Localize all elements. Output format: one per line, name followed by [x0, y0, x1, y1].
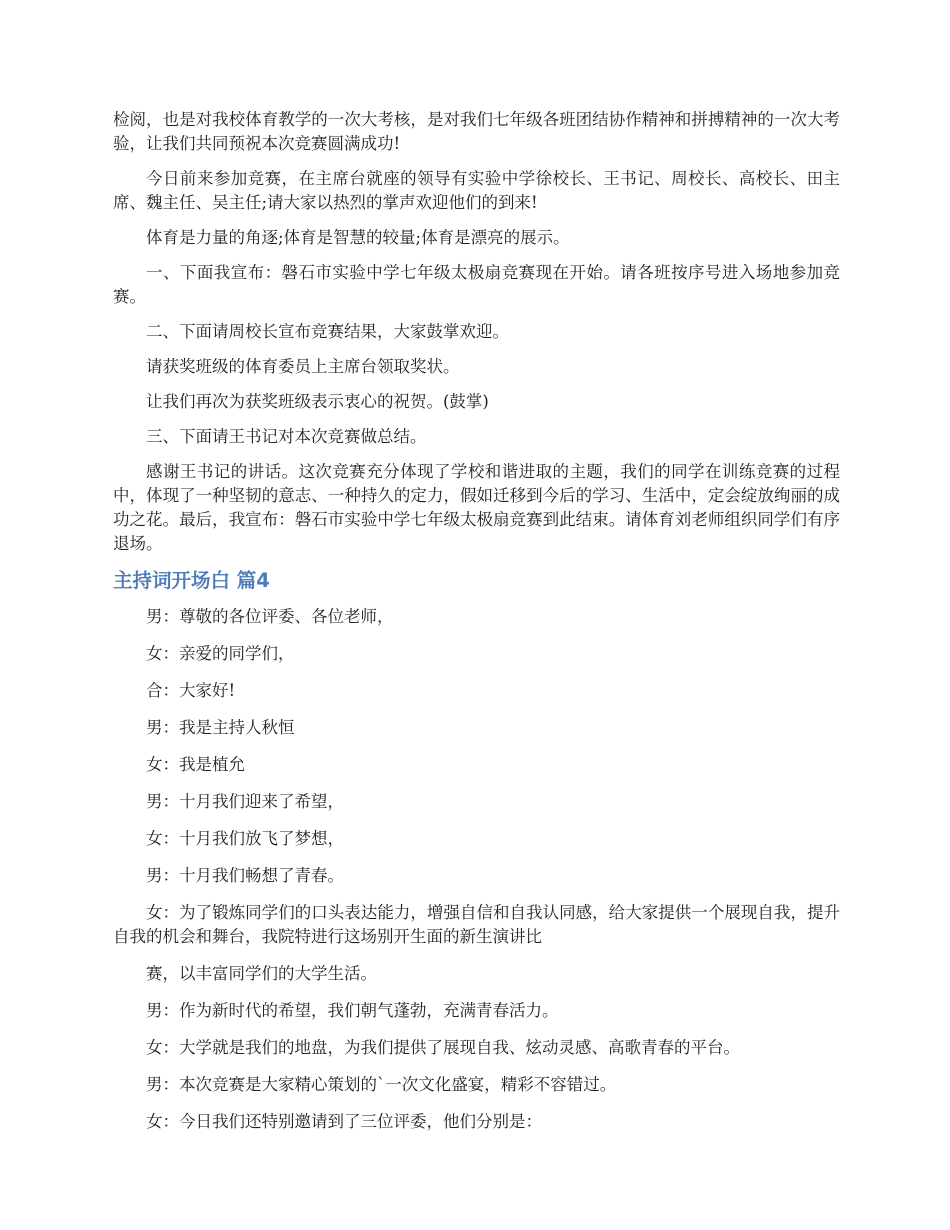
document-body: [113, 108, 840, 1147]
paragraph: 让我们再次为获奖班级表示衷心的祝贺。(鼓掌): [146, 392, 489, 411]
paragraph: 体育是力量的角逐;体育是智慧的较量;体育是漂亮的展示。: [146, 228, 570, 247]
paragraph: 今日前来参加竞赛，在主席台就座的领导有实验中学徐校长、王书记、周校长、高校长、田主席、魏主任、吴主任;请大家以热烈的掌声欢迎他们的到来!: [113, 169, 840, 212]
dialogue-line: 男：十月我们畅想了青春。: [146, 866, 344, 885]
paragraph: 检阅，也是对我校体育教学的一次大考核，是对我们七年级各班团结协作精神和拼搏精神的一次大考验，让我们共同预祝本次竞赛圆满成功!: [113, 110, 840, 153]
dialogue-line: 男：作为新时代的希望，我们朝气蓬勃，充满青春活力。: [146, 1001, 559, 1020]
dialogue-line: 男：尊敬的各位评委、各位老师，: [146, 607, 394, 626]
dialogue-line: 男：我是主持人秋恒: [146, 718, 295, 737]
section-heading: 主持词开场白 篇4: [113, 569, 270, 592]
dialogue-line: 女：为了锻炼同学们的口头表达能力，增强自信和自我认同感，给大家提供一个展现自我，提升自我的机会和舞台，我院特进行这场别开生面的新生演讲比: [113, 903, 840, 946]
paragraph: 三、下面请王书记对本次竞赛做总结。: [146, 427, 427, 446]
dialogue-line: 女：今日我们还特别邀请到了三位评委，他们分别是：: [146, 1112, 542, 1131]
dialogue-line: 女：我是植允: [146, 755, 245, 774]
paragraph: 一、下面我宣布：磐石市实验中学七年级太极扇竞赛现在开始。请各班按序号进入场地参加竞赛。: [113, 263, 840, 306]
dialogue-line: 女：十月我们放飞了梦想，: [146, 829, 344, 848]
paragraph: 二、下面请周校长宣布竞赛结果，大家鼓掌欢迎。: [146, 322, 509, 341]
dialogue-line: 赛，以丰富同学们的大学生活。: [146, 964, 377, 983]
dialogue-line: 合：大家好!: [146, 681, 236, 700]
dialogue-line: 女：亲爱的同学们，: [146, 644, 295, 663]
dialogue-line: 女：大学就是我们的地盘，为我们提供了展现自我、炫动灵感、高歌青春的平台。: [146, 1038, 740, 1057]
dialogue-line: 男：十月我们迎来了希望，: [146, 792, 344, 811]
paragraph: 感谢王书记的讲话。这次竞赛充分体现了学校和谐进取的主题，我们的同学在训练竞赛的过程中，体现了一种坚韧的意志、一种持久的定力，假如迁移到今后的学习、生活中，定会绽放绚丽的成功之花。最后，我宣布：磐石市实验中学七年级太极扇竞赛到此结束。请体育刘老师组织同学们有序退场。: [113, 462, 840, 553]
dialogue-line: 男：本次竞赛是大家精心策划的`一次文化盛宴，精彩不容错过。: [146, 1075, 617, 1094]
paragraph: 请获奖班级的体育委员上主席台领取奖状。: [146, 357, 460, 376]
